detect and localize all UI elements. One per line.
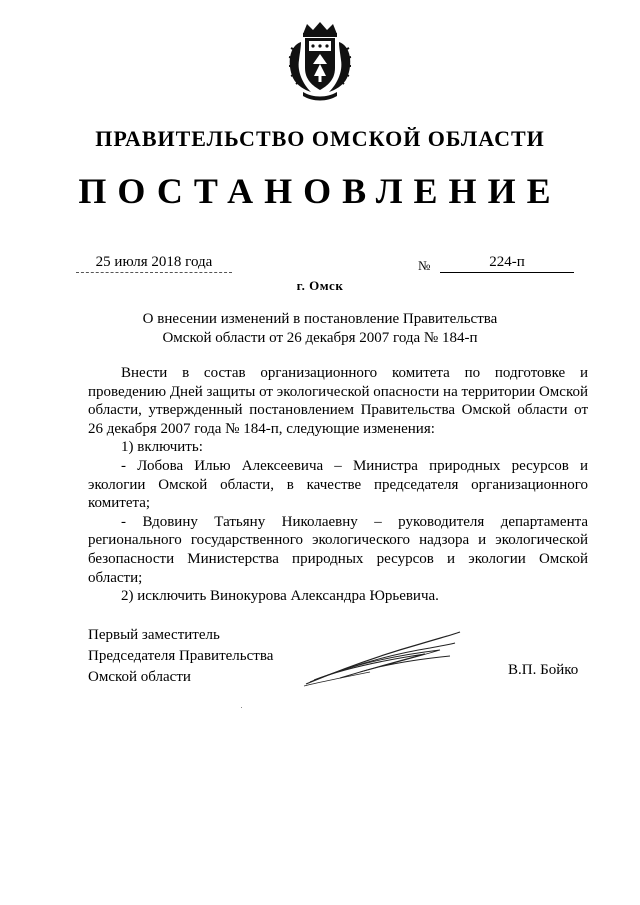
document-subject bbox=[110, 310, 530, 348]
scan-speck bbox=[241, 707, 242, 708]
signer-position-line-3: Омской области bbox=[88, 669, 191, 685]
body-person-2: - Вдовину Татьяну Николаевну – руководителя департамента регионального государственного экологического надзора и экологической безопасности Министерства природных ресурсов и экологии Омской области; bbox=[88, 513, 588, 586]
body-item-exclude: 2) исключить Винокурова Александра Юрьевича. bbox=[121, 588, 439, 605]
city-label: г. Омск bbox=[296, 278, 344, 293]
body-person-1: - Лобова Илью Алексеевича – Министра природных ресурсов и экологии Омской области, в качестве председателя организационного комитета; bbox=[88, 457, 588, 512]
coat-of-arms-emblem bbox=[285, 20, 355, 102]
subject-line-1: О внесении изменений в постановление Правительства bbox=[142, 311, 498, 327]
handwritten-signature bbox=[300, 630, 465, 690]
body-item-include: 1) включить: bbox=[121, 439, 203, 456]
signer-position-line-1: Первый заместитель bbox=[88, 627, 220, 643]
signer-position bbox=[88, 625, 273, 688]
body-intro-paragraph: Внести в состав организационного комитета по подготовке и проведению Дней защиты от экологической опасности на территории Омской области, утвержденный постановлением Правительства Омской области от 26 декабря 2007 года № 184-п, следующие изменения: bbox=[88, 365, 588, 437]
signer-position-line-2: Председателя Правительства bbox=[88, 648, 274, 664]
document-type-title: ПОСТАНОВЛЕНИЕ bbox=[78, 171, 562, 211]
document-number: 224-п bbox=[440, 254, 574, 273]
document-date: 25 июля 2018 года bbox=[76, 254, 232, 273]
subject-line-2: Омской области от 26 декабря 2007 года № 184-п bbox=[162, 330, 478, 346]
signer-name: В.П. Бойко bbox=[508, 662, 579, 678]
document-body bbox=[88, 364, 588, 606]
organization-title: ПРАВИТЕЛЬСТВО ОМСКОЙ ОБЛАСТИ bbox=[95, 126, 545, 151]
number-label: № bbox=[418, 258, 431, 273]
